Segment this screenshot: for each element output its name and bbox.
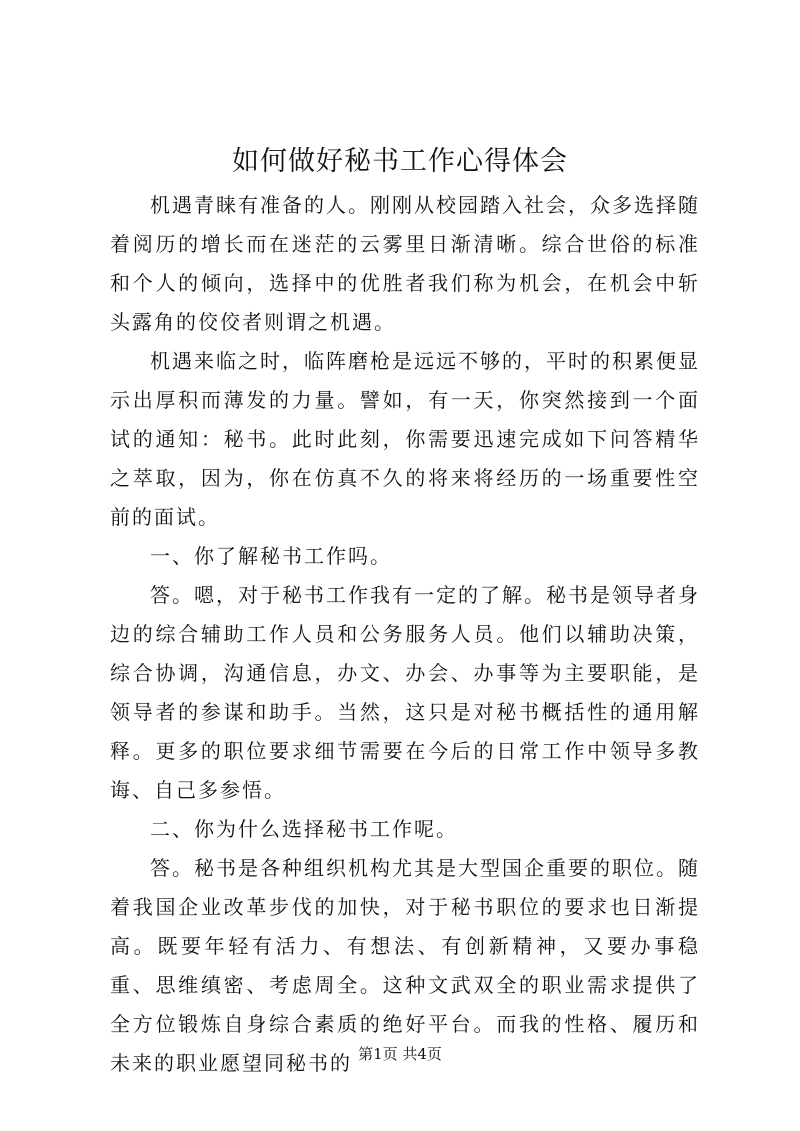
answer-paragraph-2: 答。秘书是各种组织机构尤其是大型国企重要的职位。随着我国企业改革步伐的加快，对于秘书职位的要求也日渐提高。既要年轻有活力、有想法、有创新精神，又要办事稳重、思维缜密、考虑周全。这种文武双全的职业需求提供了全方位锻炼自身综合素质的绝好平台。而我的性格、履历和未来的职业愿望同秘书的	[110, 856, 700, 1075]
paragraph-opportunity: 机遇来临之时，临阵磨枪是远远不够的，平时的积累便显示出厚积而薄发的力量。譬如，有一天，你突然接到一个面试的通知：秘书。此时此刻，你需要迅速完成如下问答精华之萃取，因为，你在仿真不久的将来将经历的一场重要性空前的面试。	[110, 349, 700, 529]
page-number-footer: 第1页 共4页	[358, 1045, 442, 1063]
question-heading-1: 一、你了解秘书工作吗。	[150, 544, 392, 568]
paragraph-intro: 机遇青睐有准备的人。刚刚从校园踏入社会，众多选择随着阅历的增长而在迷茫的云雾里日渐清晰。综合世俗的标准和个人的倾向，选择中的优胜者我们称为机会，在机会中斩头露角的佼佼者则谓之机遇。	[110, 193, 700, 334]
document-body	[110, 186, 700, 1083]
answer-paragraph-1: 答。嗯，对于秘书工作我有一定的了解。秘书是领导者身边的综合辅助工作人员和公务服务人员。他们以辅助决策，综合协调，沟通信息，办文、办会、办事等为主要职能，是领导者的参谋和助手。当然，这只是对秘书概括性的通用解释。更多的职位要求细节需要在今后的日常工作中领导多教诲、自己多参悟。	[110, 583, 700, 802]
question-heading-2: 二、你为什么选择秘书工作呢。	[150, 817, 458, 841]
page-title: 如何做好秘书工作心得体会	[232, 146, 568, 177]
